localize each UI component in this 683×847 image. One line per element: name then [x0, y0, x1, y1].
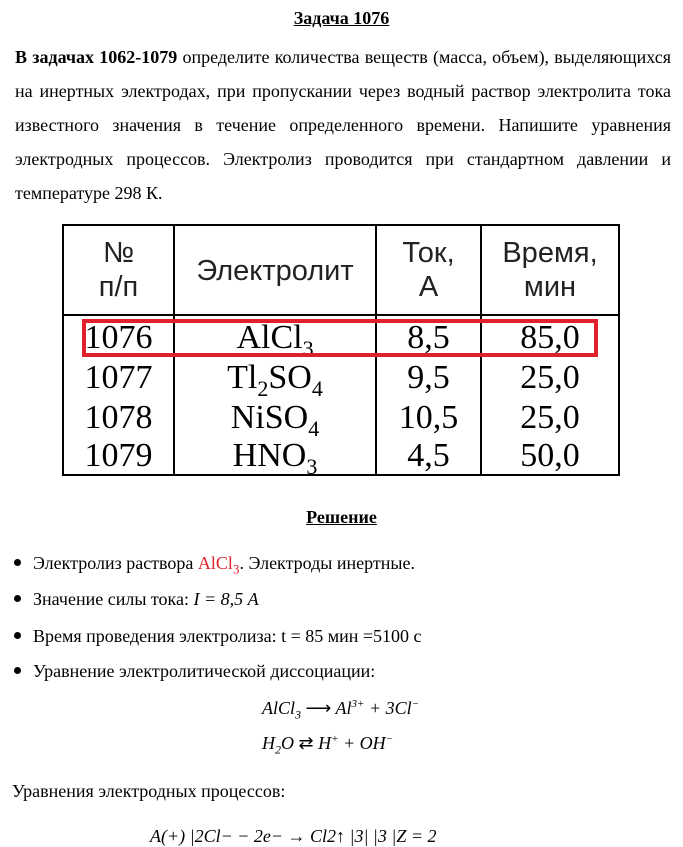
table-header-time: Время, мин	[502, 237, 598, 303]
table-cell: $HNO_3$	[232, 437, 318, 479]
highlight-box	[82, 319, 598, 357]
table-cell: 85,0	[520, 319, 580, 356]
table-cell: 1079	[84, 437, 153, 474]
table-cell: 1078	[84, 399, 153, 436]
list-item: Уравнение электролитической диссоциации:	[14, 661, 375, 682]
solution-title: Решение	[306, 507, 377, 527]
table-cell: 50,0	[520, 437, 580, 474]
table-header-electrolyte: Электролит	[196, 255, 354, 287]
data-table	[62, 224, 620, 479]
table-cell: 25,0	[520, 359, 580, 396]
table-cell: 1077	[84, 359, 153, 396]
problem-range: В задачах 1062-1079	[15, 47, 178, 67]
table-header-current: Ток, А	[402, 237, 455, 303]
list-item: Электролиз раствора AlCl$_3$. Электроды инертные.	[14, 553, 415, 578]
list-item: Значение силы тока: I = 8,5 А	[14, 589, 259, 610]
table-header-number: № п/п	[98, 237, 139, 303]
problem-text: определите количества веществ (масса, объем), выделяющихся на инертных электродах, при пропускании через водный раствор электролита тока известного значения в течение определенного времени. Напишите уравнения электродных процессов. Электролиз проводится при стандартном давлении и температуре 298 К.	[15, 47, 671, 203]
table-cell: 4,5	[407, 437, 450, 474]
dissociation-equation-1: AlCl$_3$ ⟶ $Al^{3+} + 3Cl^-$	[262, 698, 420, 722]
list-item: Время проведения электролиза: t = 85 мин =5100 с	[14, 626, 422, 647]
table-cell: NiSO$_4$	[230, 399, 320, 441]
anode-equation: A(+) |2Cl− − 2e− → Cl2↑ |3| |3 |Z = 2	[150, 826, 437, 846]
table-cell: AlCl$_3$	[236, 319, 314, 361]
table-cell: $Tl_2SO_4$	[227, 359, 323, 401]
table-cell: 10,5	[398, 399, 459, 436]
dissociation-equation-2: $H_2O$ ⇄ H+ + OH−	[262, 733, 394, 757]
table-cell: 25,0	[520, 399, 580, 436]
table-cell: 9,5	[407, 359, 450, 396]
page-title: Задача 1076	[293, 8, 390, 28]
electrolyte-formula: AlCl$_3$	[197, 553, 240, 577]
table-cell: 1076	[84, 319, 153, 356]
electrode-processes-title: Уравнения электродных процессов:	[12, 781, 286, 801]
table-cell: 8,5	[407, 319, 450, 356]
problem-statement	[15, 40, 671, 210]
